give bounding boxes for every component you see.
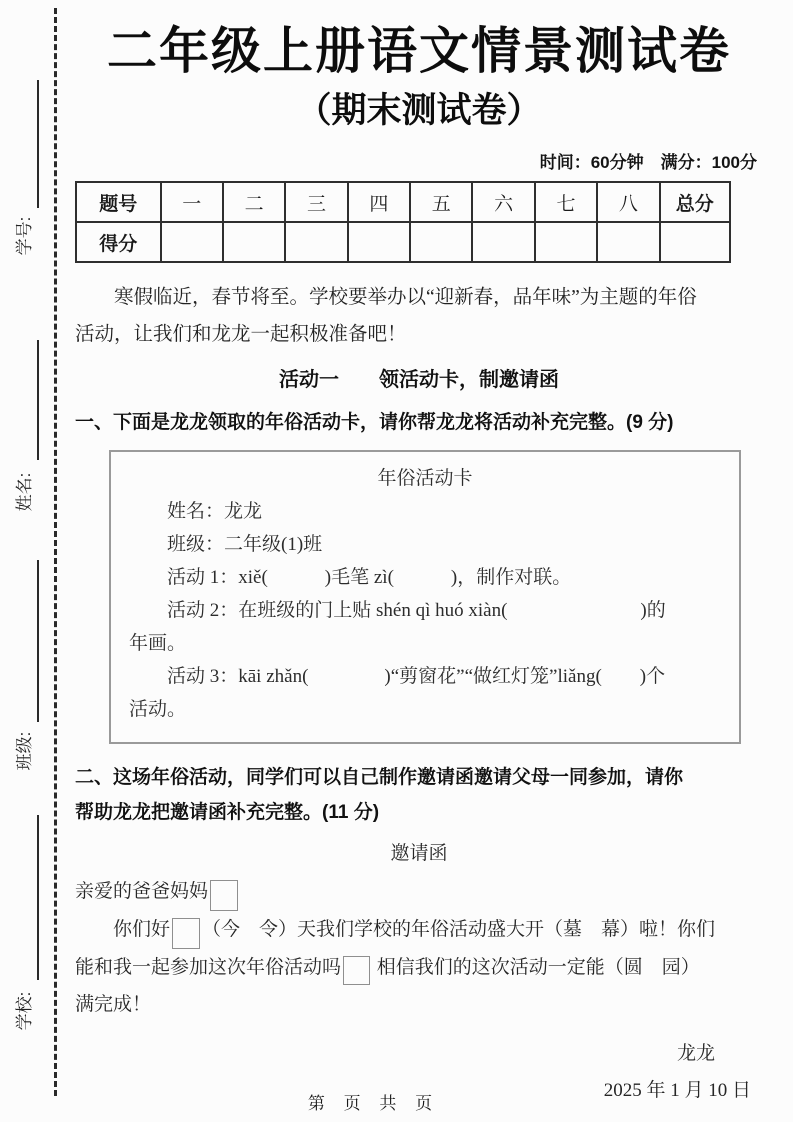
question-two-line-1: 二、这场年俗活动，同学们可以自己制作邀请函邀请父母一同参加，请你	[75, 767, 684, 788]
question-one-stem: 一、下面是龙龙领取的年俗活动卡，请你帮龙龙将活动补充完整。(9 分)	[75, 412, 674, 433]
question-two-line-2: 帮助龙龙把邀请函补充完整。(11 分)	[75, 802, 380, 823]
score-table	[75, 181, 731, 263]
class-blank-line	[37, 560, 39, 722]
student-name-blank-line	[37, 340, 39, 460]
letter-salutation-line	[75, 873, 763, 911]
score-table-header-row	[76, 182, 730, 222]
letter-line1-post: （今 令）天我们学校的年俗活动盛大开（墓 幕）啦！你们	[202, 919, 716, 940]
letter-salutation: 亲爱的爸爸妈妈	[75, 881, 209, 902]
col-header-7: 七	[535, 182, 597, 222]
invitation-title: 邀请函	[390, 843, 448, 864]
activity-card-title: 年俗活动卡	[377, 468, 473, 489]
card-activity-2-line-1: 活动 2：在班级的门上贴 shén qì huó xiàn( )的	[167, 600, 666, 621]
card-class-line: 班级：二年级(1)班	[167, 534, 323, 555]
col-header-4: 四	[348, 182, 410, 222]
student-number-label: 学号:	[15, 216, 34, 256]
time-score-meta: 时间：60分钟 满分：100分	[539, 153, 757, 172]
student-number-blank-line	[37, 80, 39, 208]
score-cell-empty	[161, 222, 223, 262]
page-footer: 第 页 共 页	[307, 1094, 440, 1113]
letter-signature: 龙龙	[676, 1043, 715, 1064]
letter-body-line-3: 满完成！	[75, 994, 152, 1015]
col-header-3: 三	[285, 182, 347, 222]
punctuation-answer-box-2	[172, 918, 200, 949]
seal-dashed-line	[54, 8, 57, 1096]
card-activity-1: 活动 1：xiě( )毛笔 zì( )，制作对联。	[167, 567, 572, 588]
score-cell-empty	[535, 222, 597, 262]
col-header-5: 五	[410, 182, 472, 222]
card-activity-2-line-2: 年画。	[129, 633, 187, 654]
invitation-letter	[75, 873, 763, 1109]
punctuation-answer-box-1	[210, 880, 238, 911]
col-header-2: 二	[223, 182, 285, 222]
page-title: 二年级上册语文情景测试卷	[107, 23, 731, 79]
col-header-1: 一	[161, 182, 223, 222]
exam-content	[75, 20, 763, 1109]
score-cell-empty	[410, 222, 472, 262]
col-header-6: 六	[472, 182, 534, 222]
school-label: 学校:	[15, 991, 34, 1031]
question-number-header: 题号	[76, 182, 161, 222]
intro-line-2: 活动，让我们和龙龙一起积极准备吧！	[75, 324, 407, 345]
letter-body-line-2	[75, 949, 763, 986]
question-two-stem	[75, 760, 763, 830]
card-activity-3-line-1: 活动 3：kāi zhǎn( )“剪窗花”“做红灯笼”liǎng( )个	[167, 666, 666, 687]
score-cell-empty	[660, 222, 730, 262]
intro-line-1: 寒假临近，春节将至。学校要举办以“迎新春，品年味”为主题的年俗	[114, 287, 697, 308]
score-cell-empty	[348, 222, 410, 262]
card-name-line: 姓名：龙龙	[167, 501, 263, 522]
intro-paragraph	[75, 279, 763, 353]
total-score-header: 总分	[660, 182, 730, 222]
score-cell-empty	[597, 222, 659, 262]
activity-card	[109, 450, 741, 744]
letter-date: 2025 年 1 月 10 日	[603, 1080, 751, 1101]
student-name-label: 姓名:	[15, 472, 34, 512]
score-cell-empty	[285, 222, 347, 262]
activity-one-heading: 活动一 领活动卡，制邀请函	[279, 369, 559, 391]
score-cell-empty	[223, 222, 285, 262]
punctuation-answer-box-3	[343, 956, 370, 985]
letter-line1-pre: 你们好	[113, 919, 171, 940]
letter-line2-pre: 能和我一起参加这次年俗活动吗	[75, 957, 342, 978]
letter-line2-post: 相信我们的这次活动一定能（圆 园）	[376, 957, 700, 978]
page-subtitle: （期末测试卷）	[296, 91, 542, 130]
letter-body-line-1	[75, 911, 763, 949]
school-blank-line	[37, 815, 39, 980]
score-cell-empty	[472, 222, 534, 262]
score-row-label: 得分	[76, 222, 161, 262]
col-header-8: 八	[597, 182, 659, 222]
class-label: 班级:	[15, 731, 34, 771]
card-activity-3-line-2: 活动。	[129, 699, 187, 720]
score-table-score-row	[76, 222, 730, 262]
